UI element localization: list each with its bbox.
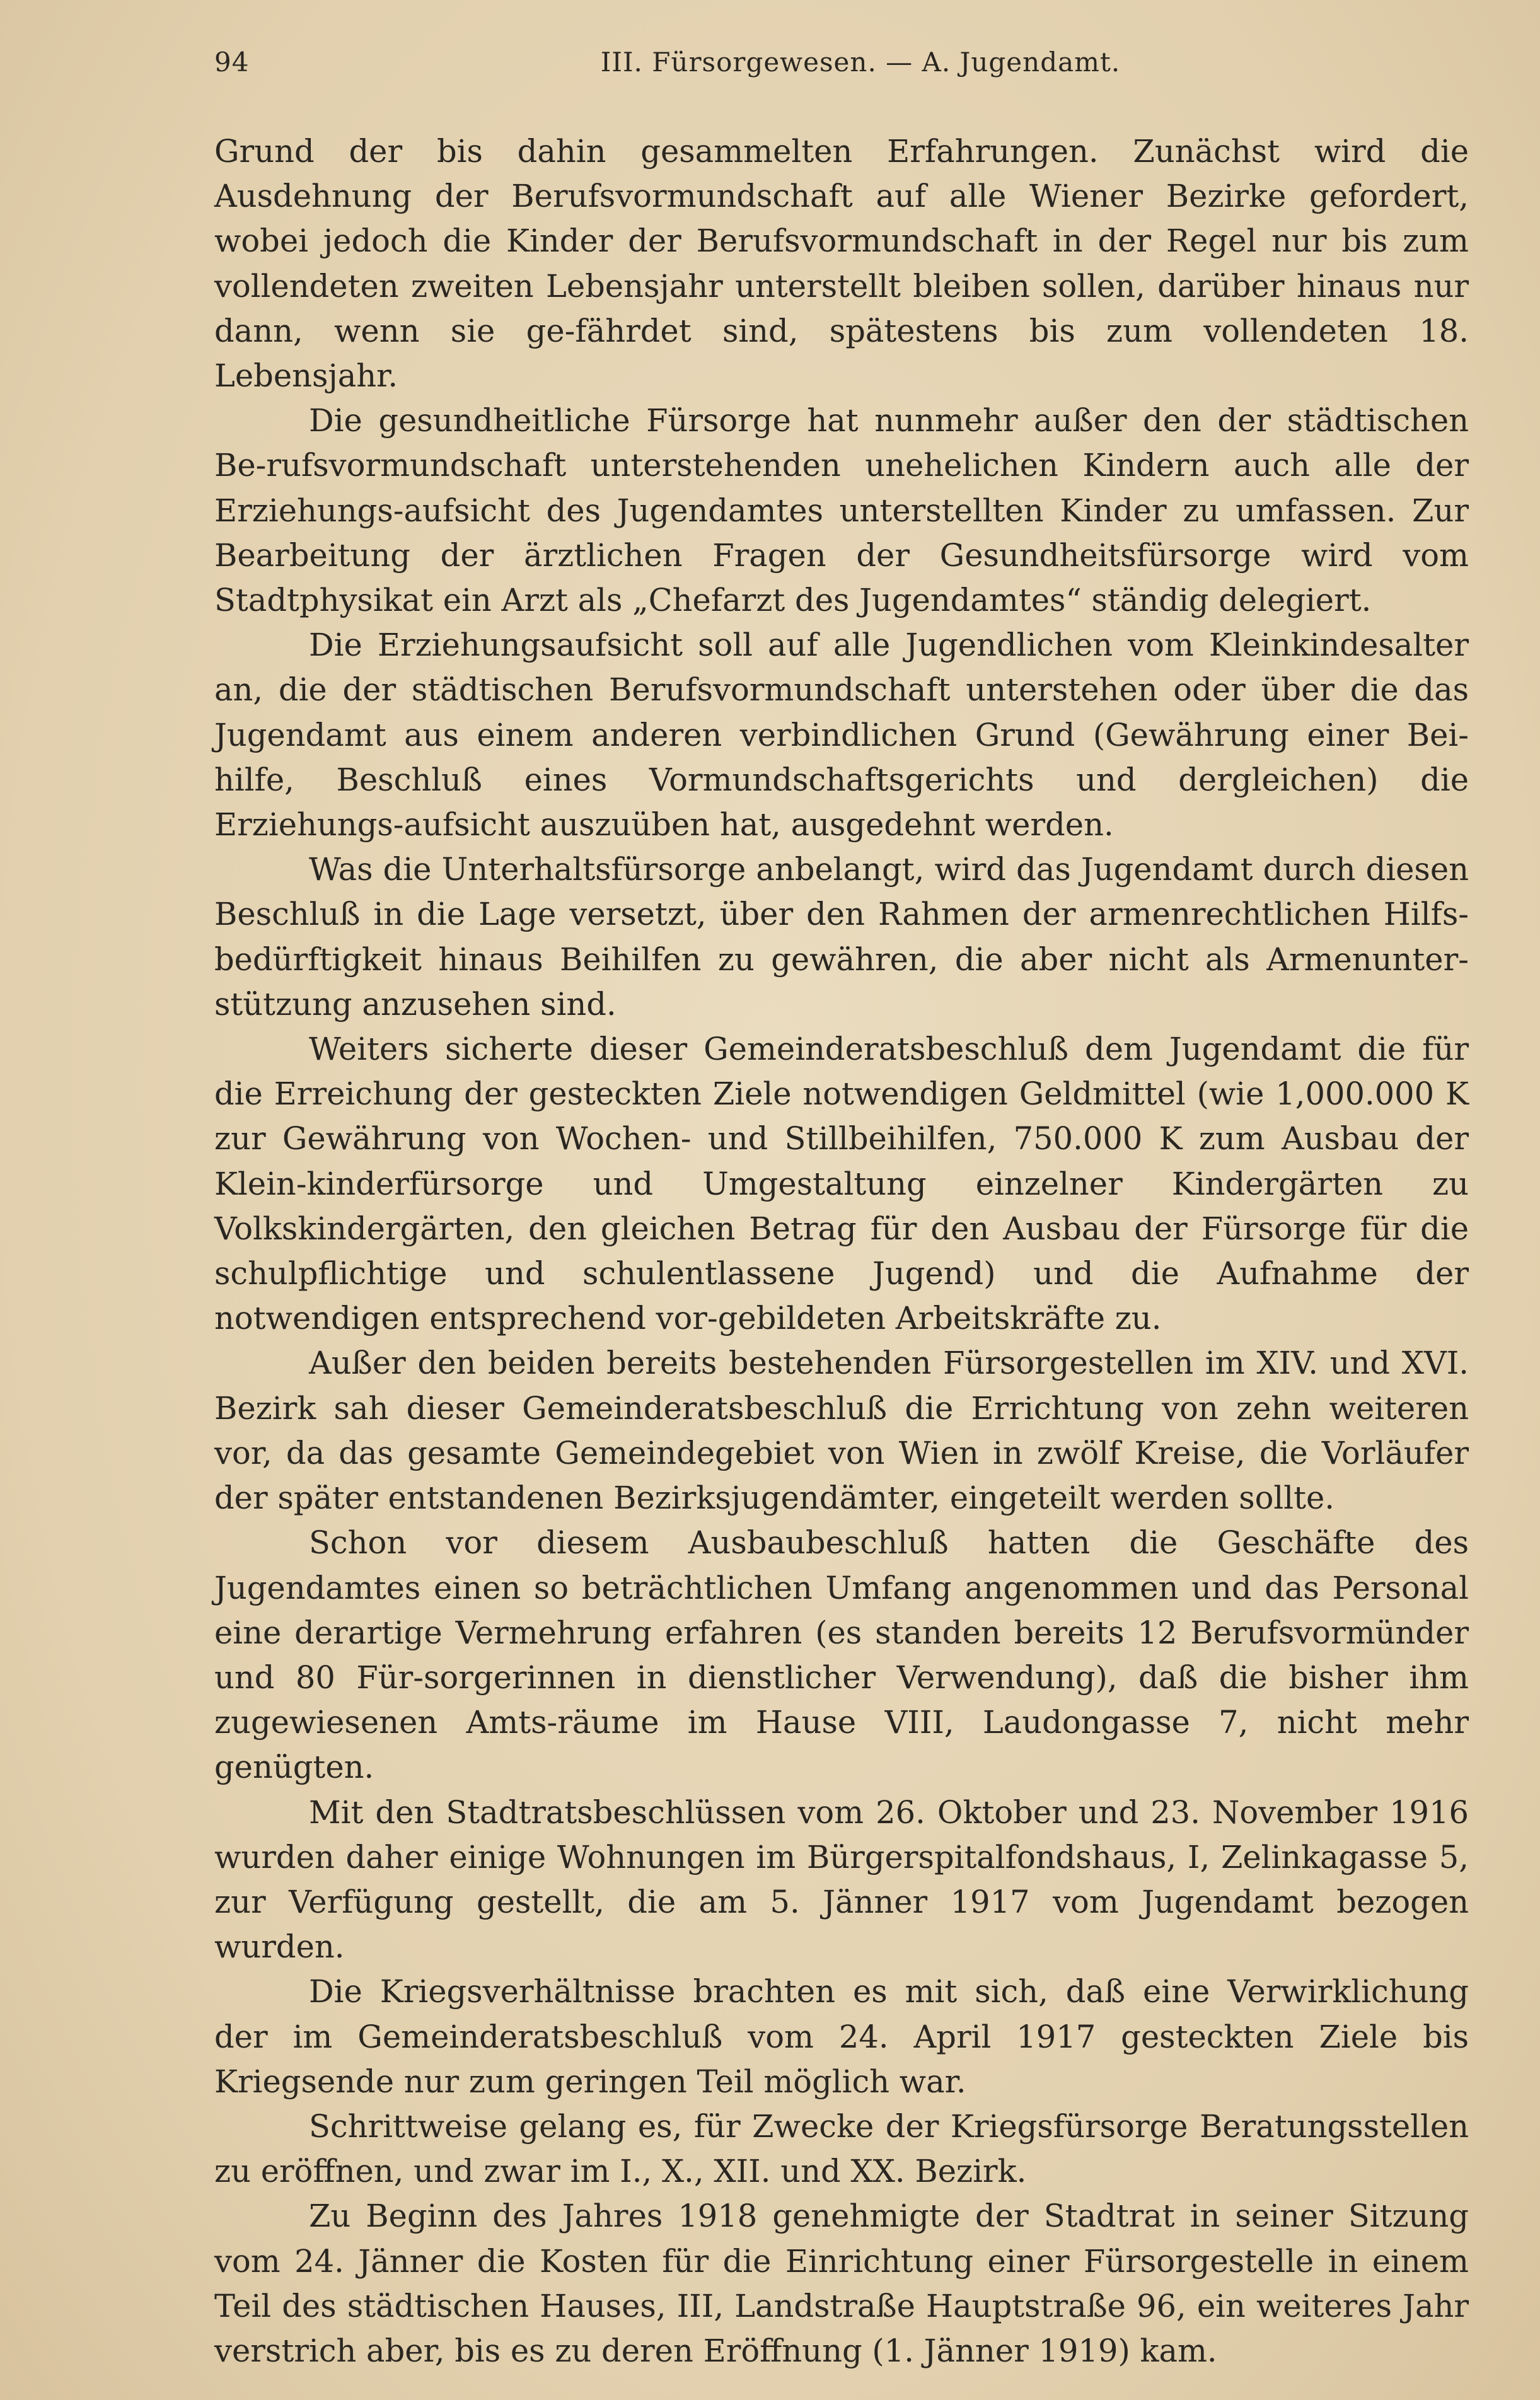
page-header [214, 40, 1469, 84]
paragraph: Grund der bis dahin gesammelten Erfahrungen. Zunächst wird die Ausdehnung der Berufsvormundschaft auf alle Wiener Bezirke gefordert, wobei jedoch die Kinder der Berufsvormundschaft in der Regel nur bis zum vollendeten zweiten Lebensjahr unterstellt bleiben sollen, darüber hinaus nur dann, wenn sie ge-fährdet sind, spätestens bis zum vollendeten 18. Lebensjahr. [214, 133, 1469, 395]
paragraph: Außer den beiden bereits bestehenden Fürsorgestellen im XIV. und XVI. Bezirk sah dieser Gemeinderatsbeschluß die Errichtung von zehn weiteren vor, da das gesamte Gemeindegebiet von Wien in zwölf Kreise, die Vorläufer der später entstandenen Bezirksjugendämter, eingeteilt werden sollte. [214, 1345, 1469, 1517]
paragraph: Die Erziehungsaufsicht soll auf alle Jugendlichen vom Kleinkindesalter an, die der städtischen Berufsvormundschaft unterstehen oder über die das Jugendamt aus einem anderen verbindlichen Grund (Gewährung einer Bei-hilfe, Beschluß eines Vormundschaftsgerichts und dergleichen) die Erziehungs-aufsicht auszuüben hat, ausgedehnt werden. [214, 627, 1469, 843]
body-text [214, 129, 1469, 2374]
paragraph: Die gesundheitliche Fürsorge hat nunmehr außer den der städtischen Be-rufsvormundschaft unterstehenden unehelichen Kindern auch alle der Erziehungs-aufsicht des Jugendamtes unterstellten Kinder zu umfassen. Zur Bearbeitung der ärztlichen Fragen der Gesundheitsfürsorge wird vom Stadtphysikat ein Arzt als „Chefarzt des Jugendamtes“ ständig delegiert. [214, 402, 1469, 619]
paragraph: Die Kriegsverhältnisse brachten es mit sich, daß eine Verwirklichung der im Gemeinderatsbeschluß vom 24. April 1917 gesteckten Ziele bis Kriegsende nur zum geringen Teil möglich war. [214, 1973, 1469, 2100]
paragraph: Schon vor diesem Ausbaubeschluß hatten die Geschäfte des Jugendamtes einen so beträchtlichen Umfang angenommen und das Personal eine derartige Vermehrung erfahren (es standen bereits 12 Berufsvormünder und 80 Für-sorgerinnen in dienstlicher Verwendung), daß die bisher ihm zugewiesenen Amts-räume im Hause VIII, Laudongasse 7, nicht mehr genügten. [214, 1524, 1469, 1786]
running-head: III. Fürsorgewesen. — A. Jugendamt. [600, 47, 1121, 78]
paragraph: Schrittweise gelang es, für Zwecke der Kriegsfürsorge Beratungsstellen zu eröffnen, und zwar im I., X., XII. und XX. Bezirk. [214, 2107, 1469, 2190]
paragraph: Weiters sicherte dieser Gemeinderatsbeschluß dem Jugendamt die für die Erreichung der gesteckten Ziele notwendigen Geldmittel (wie 1,000.000 K zur Gewährung von Wochen- und Stillbeihilfen, 750.000 K zum Ausbau der Klein-kinderfürsorge und Umgestaltung einzelner Kindergärten zu Volkskindergärten, den gleichen Betrag für den Ausbau der Fürsorge für die schulpflichtige und schulentlassene Jugend) und die Aufnahme der notwendigen entsprechend vor-gebildeten Arbeitskräfte zu. [214, 1031, 1469, 1337]
paragraph: Zu Beginn des Jahres 1918 genehmigte der Stadtrat in seiner Sitzung vom 24. Jänner die Kosten für die Einrichtung einer Fürsorgestelle in einem Teil des städtischen Hauses, III, Landstraße Hauptstraße 96, ein weiteres Jahr verstrich aber, bis es zu deren Eröffnung (1. Jänner 1919) kam. [214, 2198, 1469, 2369]
page-number: 94 [214, 47, 250, 78]
paragraph: Mit den Stadtratsbeschlüssen vom 26. Oktober und 23. November 1916 wurden daher einige Wohnungen im Bürgerspitalfondshaus, I, Zelinkagasse 5, zur Verfügung gestellt, die am 5. Jänner 1917 vom Jugendamt bezogen wurden. [214, 1794, 1469, 1966]
paragraph: Was die Unterhaltsfürsorge anbelangt, wird das Jugendamt durch diesen Beschluß in die Lage versetzt, über den Rahmen der armenrechtlichen Hilfs-bedürftigkeit hinaus Beihilfen zu gewähren, die aber nicht als Armenunter-stützung anzusehen sind. [214, 851, 1469, 1023]
